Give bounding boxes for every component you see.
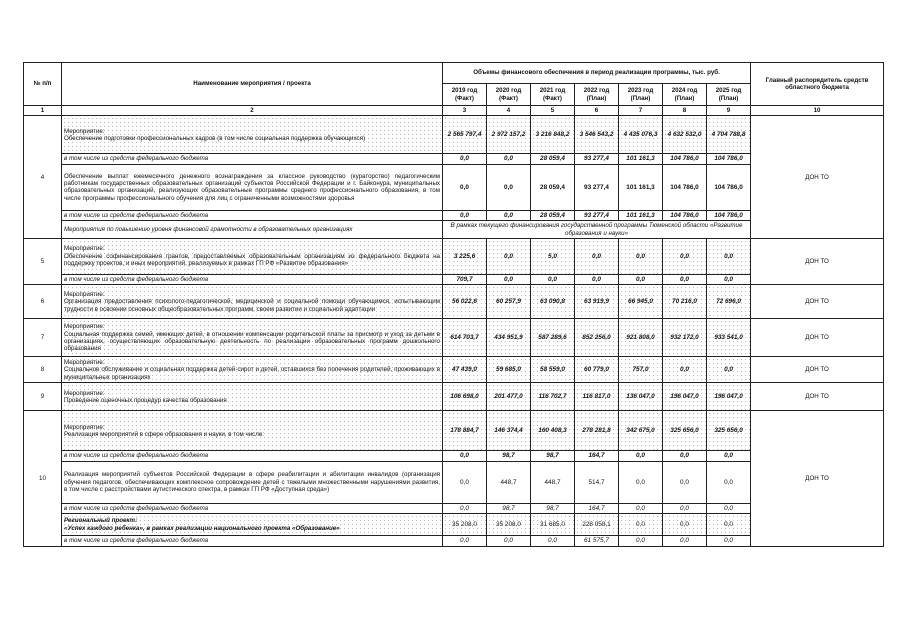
value-cell: 28 059,4 <box>531 210 575 220</box>
value-cell: 0,0 <box>575 275 619 285</box>
value-cell: 0,0 <box>619 451 663 461</box>
value-cell: 146 374,4 <box>487 411 531 451</box>
value-cell: 4 435 076,3 <box>619 116 663 154</box>
value-cell: 0,0 <box>487 164 531 210</box>
value-cell: 106 698,0 <box>443 383 487 411</box>
value-cell: 104 786,0 <box>707 154 751 164</box>
value-cell: 0,0 <box>707 357 751 383</box>
header-year-1: 2020 год (Факт) <box>487 84 531 106</box>
value-cell: 136 047,0 <box>619 383 663 411</box>
value-cell: 0,0 <box>707 461 751 503</box>
value-cell: 587 289,6 <box>531 319 575 357</box>
value-cell: 63 090,8 <box>531 285 575 319</box>
value-cell: 3 546 543,2 <box>575 116 619 154</box>
header-year-2: 2021 год (Факт) <box>531 84 575 106</box>
table-row <box>24 285 884 319</box>
value-cell: 434 951,9 <box>487 319 531 357</box>
distributor-cell: ДОН ТО <box>751 319 884 357</box>
header-num: № п/п <box>24 63 62 106</box>
value-cell: 0,0 <box>707 451 751 461</box>
value-cell: 278 281,8 <box>575 411 619 451</box>
value-cell: 0,0 <box>443 503 487 513</box>
value-cell: 757,0 <box>619 357 663 383</box>
value-cell: 101 161,3 <box>619 210 663 220</box>
value-cell: 116 702,7 <box>531 383 575 411</box>
value-cell: 0,0 <box>619 536 663 546</box>
measure-name: Обеспечение выплат ежемесячного денежного вознаграждения за классное руководство (кураторство) педагогическим работникам государственных образовательных организаций субъектов Российской Федерации и г. Байконура, муниципальных образовательных организаций, реализующих образовательные программы среднего профессионального образования, в том числе программы профессионального обучения для лиц с ограниченными возможностями здоровья <box>62 164 443 210</box>
value-cell: 93 277,4 <box>575 210 619 220</box>
regional-project-name: Региональный проект: «Успех каждого ребенка», в рамках реализации национального проекта «Образование» <box>62 514 443 536</box>
value-cell: 325 656,0 <box>707 411 751 451</box>
value-cell: 0,0 <box>663 451 707 461</box>
measure-name: в том числе из средств федерального бюджета <box>62 451 443 461</box>
value-cell: 0,0 <box>443 164 487 210</box>
value-cell: 0,0 <box>707 536 751 546</box>
header-index-1: 1 <box>24 106 62 116</box>
value-cell: 0,0 <box>443 461 487 503</box>
value-cell: 98,7 <box>487 451 531 461</box>
measure-name: Мероприятие: Социальное обслуживание и социальная поддержка детей-сирот и детей, оставшихся без попечения родителей, проживающих в муниципальных организациях <box>62 357 443 383</box>
header-year-5: 2024 год (План) <box>663 84 707 106</box>
table-row <box>24 383 884 411</box>
value-cell: 0,0 <box>443 210 487 220</box>
row-number: 10 <box>24 411 62 546</box>
value-cell: 614 703,7 <box>443 319 487 357</box>
header-index-3: 3 <box>443 106 487 116</box>
header-year-3: 2022 год (План) <box>575 84 619 106</box>
value-cell: 56 022,6 <box>443 285 487 319</box>
value-cell: 31 685,0 <box>531 514 575 536</box>
table-row <box>24 357 884 383</box>
distributor-cell: ДОН ТО <box>751 239 884 285</box>
measure-name: Мероприятие: Проведение оценочных процедур качества образования <box>62 383 443 411</box>
header-funding: Объемы финансового обеспечения в период реализации программы, тыс. руб. <box>443 63 751 84</box>
header-index-9: 9 <box>707 106 751 116</box>
budget-table-page <box>23 62 883 547</box>
value-cell: 70 216,0 <box>663 285 707 319</box>
distributor-cell: ДОН ТО <box>751 383 884 411</box>
value-cell: 0,0 <box>487 154 531 164</box>
value-cell: 0,0 <box>487 536 531 546</box>
header-index-6: 6 <box>575 106 619 116</box>
value-cell: 0,0 <box>443 154 487 164</box>
value-cell: 58 559,0 <box>531 357 575 383</box>
value-cell: 196 047,0 <box>707 383 751 411</box>
value-cell: 164,7 <box>575 451 619 461</box>
distributor-cell: ДОН ТО <box>751 285 884 319</box>
budget-table <box>23 62 884 547</box>
row-number: 7 <box>24 319 62 357</box>
table-row <box>24 411 884 451</box>
row-number: 9 <box>24 383 62 411</box>
value-cell: 0,0 <box>487 275 531 285</box>
measure-name: в том числе из средств федерального бюджета <box>62 536 443 546</box>
value-cell: 35 208,0 <box>443 514 487 536</box>
value-cell: 0,0 <box>619 503 663 513</box>
value-cell: 28 059,4 <box>531 154 575 164</box>
value-cell: 98,7 <box>531 503 575 513</box>
value-cell: 3 216 848,2 <box>531 116 575 154</box>
value-cell: 0,0 <box>619 461 663 503</box>
value-cell: 514,7 <box>575 461 619 503</box>
measure-name: Мероприятие: Реализация мероприятий в сфере образования и науки, в том числе: <box>62 411 443 451</box>
distributor-cell: ДОН ТО <box>751 411 884 546</box>
measure-name: Мероприятие: Социальная поддержка семей, имеющих детей, в отношении компенсации родительской платы за присмотр и уход за детьми в организациях, осуществляющих образовательную деятельность по реализации образовательных программ дошкольного образования <box>62 319 443 357</box>
value-cell: 0,0 <box>619 239 663 275</box>
value-cell: 160 408,3 <box>531 411 575 451</box>
header-index-2: 2 <box>62 106 443 116</box>
value-cell: 60 257,9 <box>487 285 531 319</box>
table-row <box>24 319 884 357</box>
value-cell: 66 945,0 <box>619 285 663 319</box>
value-cell: 852 256,0 <box>575 319 619 357</box>
value-cell: 116 817,0 <box>575 383 619 411</box>
value-cell: 3 225,6 <box>443 239 487 275</box>
value-cell: 104 786,0 <box>663 164 707 210</box>
value-cell: 2 972 157,2 <box>487 116 531 154</box>
value-cell: 0,0 <box>487 239 531 275</box>
value-cell: 72 696,0 <box>707 285 751 319</box>
header-index-5: 5 <box>531 106 575 116</box>
value-cell: 101 161,3 <box>619 154 663 164</box>
measure-name: в том числе из средств федерального бюджета <box>62 154 443 164</box>
measure-name: Мероприятие: Обеспечение подготовки профессиональных кадров (в том числе социальная поддержка обучающихся) <box>62 116 443 154</box>
value-cell: 709,7 <box>443 275 487 285</box>
value-cell: 448,7 <box>487 461 531 503</box>
value-cell: 196 047,0 <box>663 383 707 411</box>
value-cell: 932 172,0 <box>663 319 707 357</box>
value-cell: 0,0 <box>487 210 531 220</box>
value-cell: 0,0 <box>663 536 707 546</box>
value-cell: 0,0 <box>707 239 751 275</box>
value-cell: 0,0 <box>663 503 707 513</box>
value-cell: 0,0 <box>707 503 751 513</box>
row-number: 6 <box>24 285 62 319</box>
measure-name: Мероприятие: Организация предоставления психолого-педагогической, медицинской и социальной помощи обучающимся, испытывающим трудности в освоении основных общеобразовательных программ, своем развитии и социальной адаптации <box>62 285 443 319</box>
value-cell: 342 675,0 <box>619 411 663 451</box>
measure-name: в том числе из средств федерального бюджета <box>62 210 443 220</box>
value-cell: 4 632 532,0 <box>663 116 707 154</box>
header-index-4: 4 <box>487 106 531 116</box>
value-cell: 0,0 <box>443 536 487 546</box>
measure-name: в том числе из средств федерального бюджета <box>62 503 443 513</box>
value-cell: 104 786,0 <box>707 164 751 210</box>
value-cell: 47 439,0 <box>443 357 487 383</box>
value-cell: 178 884,7 <box>443 411 487 451</box>
value-cell: 325 656,0 <box>663 411 707 451</box>
distributor-cell: ДОН ТО <box>751 357 884 383</box>
value-cell: 201 477,0 <box>487 383 531 411</box>
value-cell: 93 277,4 <box>575 154 619 164</box>
value-cell: 448,7 <box>531 461 575 503</box>
header-year-6: 2025 год (План) <box>707 84 751 106</box>
value-cell: 0,0 <box>531 275 575 285</box>
header-distributor: Главный распорядитель средств областного бюджета <box>751 63 884 106</box>
header-index-8: 8 <box>663 106 707 116</box>
value-cell: 98,7 <box>487 503 531 513</box>
header-index-10: 10 <box>751 106 884 116</box>
measure-name: Мероприятия по повышению уровня финансовой грамотности в образовательных организациях <box>62 221 443 239</box>
value-cell: 0,0 <box>707 275 751 285</box>
header-name: Наименование мероприятия / проекта <box>62 63 443 106</box>
value-cell: 101 161,3 <box>619 164 663 210</box>
measure-name: Реализация мероприятий субъектов Российской Федерации в сфере реабилитации и абилитации инвалидов (организация обучения педагогов, обеспечивающих комплексное сопровождение детей с тяжелыми множественными нарушениями развития, в том числе с расстройствами аутистического спектра, в рамках ГП РФ «Доступная среда») <box>62 461 443 503</box>
value-cell: 0,0 <box>443 451 487 461</box>
value-cell: 0,0 <box>663 461 707 503</box>
merged-funding-note: В рамках текущего финансирования государственной программы Тюменской области «Развитие образования и науки» <box>443 221 751 239</box>
measure-name: Мероприятие: Обеспечение софинансирования грантов, предоставляемых образовательным организациям из федерального бюджета на поддержку проектов, и иных мероприятий, реализуемых в рамках ГП РФ «Развитие образования» <box>62 239 443 275</box>
value-cell: 0,0 <box>531 536 575 546</box>
value-cell: 0,0 <box>619 514 663 536</box>
value-cell: 0,0 <box>619 275 663 285</box>
value-cell: 98,7 <box>531 451 575 461</box>
row-number: 8 <box>24 357 62 383</box>
value-cell: 0,0 <box>663 514 707 536</box>
value-cell: 0,0 <box>575 239 619 275</box>
value-cell: 104 786,0 <box>663 154 707 164</box>
row-number: 5 <box>24 239 62 285</box>
value-cell: 5,0 <box>531 239 575 275</box>
value-cell: 4 704 788,8 <box>707 116 751 154</box>
value-cell: 93 277,4 <box>575 164 619 210</box>
value-cell: 0,0 <box>663 239 707 275</box>
value-cell: 164,7 <box>575 503 619 513</box>
value-cell: 104 786,0 <box>707 210 751 220</box>
value-cell: 35 208,0 <box>487 514 531 536</box>
value-cell: 60 779,0 <box>575 357 619 383</box>
row-number: 4 <box>24 116 62 239</box>
value-cell: 921 808,0 <box>619 319 663 357</box>
value-cell: 933 541,0 <box>707 319 751 357</box>
header-year-0: 2019 год (Факт) <box>443 84 487 106</box>
value-cell: 228 058,1 <box>575 514 619 536</box>
header-index-7: 7 <box>619 106 663 116</box>
value-cell: 28 059,4 <box>531 164 575 210</box>
measure-name: в том числе из средств федерального бюджета <box>62 275 443 285</box>
value-cell: 0,0 <box>707 514 751 536</box>
distributor-cell: ДОН ТО <box>751 116 884 239</box>
value-cell: 2 565 797,4 <box>443 116 487 154</box>
value-cell: 0,0 <box>663 357 707 383</box>
table-row <box>24 239 884 275</box>
value-cell: 59 685,0 <box>487 357 531 383</box>
value-cell: 104 786,0 <box>663 210 707 220</box>
value-cell: 61 575,7 <box>575 536 619 546</box>
value-cell: 0,0 <box>663 275 707 285</box>
table-row <box>24 116 884 154</box>
header-year-4: 2023 год (План) <box>619 84 663 106</box>
value-cell: 63 919,9 <box>575 285 619 319</box>
